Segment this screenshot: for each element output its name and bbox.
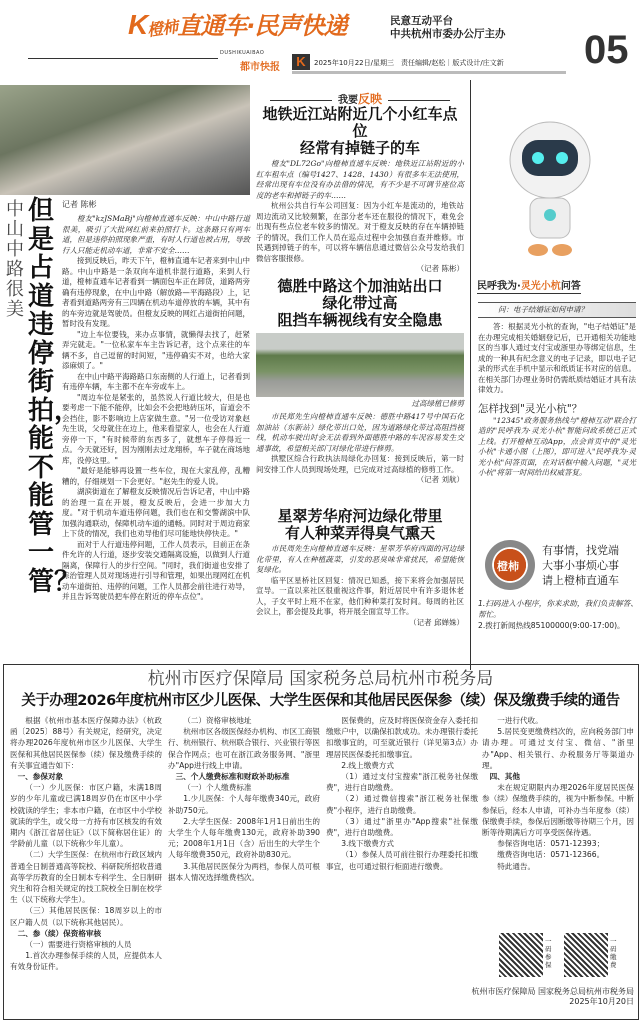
how-to-title: 怎样找到"灵光小杭"？ — [478, 402, 583, 415]
contact-notes: 1.扫码进入小程序，你来求助，我们负责解答、帮忙。 2.拨打新闻热线85100000(9:00-17:00)。 — [478, 599, 638, 630]
notice-col-4: 一进行代收。 5.居民变更缴费档次的，应向税务部门申请办理。可通过支付宝、微信、"浙里办"App、相关银行、办税服务厅等渠道办理。 四、其他 未在规定期限内办理2026年度居民医保参（续）保缴费手续的，视为中断参保。中断参保后，经本人申请，可补办当年度参（续）保缴费手续，参保后因断缴等待期三个月，因断等待期满后方可享受医保待遇。 参保咨询电话：0571-12393； 缴费咨询电话：0571-12366。 特此通告。 — [482, 716, 634, 871]
street-photo — [0, 85, 250, 195]
page-number: 05 — [584, 28, 629, 72]
article-body: 记者 陈彬 橙友"kzJSMaBj"向橙柿直通车反映：中山中路行道很美，吸引了大批网红前来拍照打卡。这条路只有两车道，但是违停拍照现象严重，有时人行道也被占用，导致行人只能走机动车道，非常不安全…… 接到反映后，昨天下午，橙柿直通车记者来到中山中路。中山中路是一条双向车道机非混行道路，来到人行道，橙柿直通车记者看到一辆面包车正在卸货，道路两旁确有违停现象，在中山中路（解放路—平海路段）上，记者看到道路两旁有三四辆在机动车道停放的车辆，其中有的车旁边就是驾驶员。但橙友反映的网红占道街拍问题，暂时没有发现。 "边上车位要钱，来办点事情，就懒得去找了，赶紧弄完就走。"一位私家车车主告诉记者，这个点来往的车辆不多，自己逗留的时间短，"违停确实不对，也给大家添麻烦了。" 在中山中路平海路路口东南侧的人行道上，记者看到有违停车辆，车主都不在车旁或车上。 "周边车位是紧张的，虽然说人行道比较大，但是也要考虑一下能不能停，比如会不会把地砖压坏，盲道会不会挡住，影不影响边上店家做生意。"另一位受访对象赵先生说，父母就住在边上，他来看望家人，也会在人行道旁停一下，"有时候带的东西多了，就想车子停得近一点。今天就还好，因为刚刚去过龙翔桥，车子就在商场地库，没停这里。" "最好是能够再设置一些车位，现在大家乱停，乱糟糟的，仔细规划一下会更好。"赵先生的爱人说。 湖滨街道在了解橙友反映情况后告诉记者，中山中路的治理一直在开展，橙友反映后，会进一步加大力度。"对于机动车道违停问题，我们也在和交警湖滨中队加强沟通联动，保障机动车道的通畅。同时对于周边商家上下货的情况，我们也劝导他们尽可能地快停快走。" 而对于人行道违停问题，工作人员表示，目前正在条件允许的人行道，逐步安装交通隔离设施，以做到人行道隔离，保障行人的步行空间。"同时，我们街道也安排了综治管理人员对现场进行引导和管理，如果出现网红在机动车道街拍、违停的问题，工作人员都会前往进行劝导，并且告诉驾驶员把车停在附近的停车点位"。 — [62, 200, 250, 601]
section-header: 我要反映 — [255, 90, 465, 107]
brand-k-icon: K — [292, 54, 310, 70]
masthead-org: 民意互动平台 中共杭州市委办公厅主办 — [390, 15, 506, 40]
robot-mascot-icon — [500, 100, 600, 260]
brand-en: DUSHIKUAIBAO — [220, 50, 265, 56]
qr2-label: 一码缴费 — [610, 937, 617, 969]
enrollment-qr-code[interactable] — [499, 933, 543, 977]
slogan: 有事情，找党端 大事小事烦心事 请上橙柿直通车 — [542, 544, 619, 587]
story-bike: 地铁近江站附近几个小红车点位 经常有掉链子的车 橙友"DL72Go"向橙柿直通车反映：地铁近江站附近的小红车租车点（编号1427、1428、1430）有很多车无法使用，经常出现有车位没有办法借的情况，有不少是不可调节座位高度的老车和掉链子的车…… 杭州公共自行车公司回复：因为小红车是流动的，地铁站周边流动又比较频繁，在部分老车还在服役的情况下，难免会出现有些点位老车较多的情况。对于橙友反映的存在车辆掉链子的情况，我们工作人员在巡点过程中会加强自查并维修。市民遇到掉链子的车，可以将车辆信息通过微信公众号发给我们微信客服报修。 （记者 陈彬） — [256, 105, 464, 273]
miniprogram-qr-code[interactable]: 橙柿 — [485, 540, 535, 590]
notice-col-3: 医保费的，应及时将医保资金存入委托扣缴账户中，以确保扣款成功。未办理银行委托扣缴事宜的，可至就近银行（详见第3点）办理居民医保委托扣缴事宜。 2.线上缴费方式 （1）通过支付宝搜索"浙江税务社保缴费"，进行自助缴费。 （2）通过微信搜索"浙江税务社保缴费"小程序，进行自助缴费。 （3）通过"浙里办"App搜索"社保缴费"，进行自助缴费。 3.线下缴费方式 （1）参保人员可前往银行办理委托扣缴事宜，也可通过银行柜面进行缴费。 — [326, 716, 478, 871]
dateline: 2025年10月22日/星期三 责任编辑/赵松｜版式设计/庄文新 — [314, 59, 504, 67]
divider — [292, 71, 566, 74]
brand-cn: 都市快报 — [240, 62, 280, 73]
payment-qr-code[interactable] — [564, 933, 608, 977]
story-greenbelt: 德胜中路这个加油站出口 绿化带过高 阻挡车辆视线有安全隐患 过高绿植已修剪 市民郑先生向橙柿直通车反映：德胜中路417号中国石化加油站（东新站）绿化带出口处，因为道路绿化带过高阻挡视线，机动车驶出时会无法看到外面德胜中路的车况容易发生交通事故，希望相关部门对绿化带进行修剪。 拱墅区综合行政执法局绿化办回复：接到反映后，第一时间安排工作人员到现场处理，已完成对过高绿植的修剪工作。 （记者 刘航） — [256, 277, 464, 484]
notice-signature: 杭州市医疗保障局 国家税务总局杭州市税务局 2025年10月20日 — [471, 987, 634, 1006]
question-box: 问：电子结婚证如何申请？ — [478, 302, 636, 318]
notice-col-2: （二）资格审核地址 杭州市区各级医保经办机构、市区工商银行、杭州银行、杭州联合银行、兴业银行等医保合作网点；也可在浙江政务服务网、"浙里办"App进行线上申请。 三、个人缴费标准和财政补助标准 （一）个人缴费标准 1.少儿医保：个人每年缴费340元，政府补助750元。 2.大学生医保：2008年1月1日前出生的大学生个人每年缴费130元，政府补助390元；2008年1月1日（含）后出生的大学生个人每年缴费350元，政府补助830元。 3.其他居民医保分为两档，参保人员可根据本人情况选择缴费档次。 — [168, 716, 320, 882]
story-vegetables: 星翠芳华府河边绿化带里 有人种菜弄得臭气熏天 市民周先生向橙柿直通车反映：星翠芳华府西面的河边绿化带里，有人在种植蔬菜，引发的恶臭味非常扰民，希望能恢复绿化。 临平区星桥社区回复：情况已知悉，接下来将会加强居民宣导。一直以来社区很重视这件事，附近居民中有许多退休老人，子女平时上班不在家，他们种种菜打发时间。每周的社区会议上，都会提及此事，将开展全面宣导工作。 （记者 邱婵姝） — [256, 507, 464, 627]
article-subtitle: 中山中路很美 — [6, 199, 24, 320]
notice-issuers: 杭州市医疗保障局 国家税务总局杭州市税务局 — [147, 669, 494, 689]
qa-header: 民呼我为·灵光小杭问答 — [477, 277, 581, 294]
notice-col-1: 根据《杭州市基本医疗保障办法》（杭政函〔2025〕88号）有关规定，经研究，决定将办理2026年度杭州市区少儿医保、大学生医保和其他居民医保参（续）保及缴费手续的有关事宜通告如下： 一、参保对象 （一）少儿医保：市区户籍，未满18周岁的少年儿童或已满18周岁仍在市区中小学校就读的学生；非本市户籍，在市区中小学校就读的学生，或父母一方持有市区核发的有效期内《浙江省居住证》（以下简称居住证）的学龄前儿童（以下统称少年儿童）。 （二）大学生医保：在杭州市行政区域内普通全日制普通高等院校、科研院所招收普通高等学历教育的全日制本专科学生、全日制研究生和符合相关规定的技工院校全日制在校学生（以下统称大学生）。 （三）其他居民医保：18周岁以上的市区户籍人员（以下统称其他居民）。 二、参（续）保资格审核 （一）需要进行资格审核的人员 1.首次办理参保手续的人员，应提供本人有效身份证件。 — [10, 716, 162, 972]
article-title: 但是占道违停街拍，能不能管一管？ — [28, 196, 81, 597]
notice-title: 关于办理2026年度杭州市区少儿医保、大学生医保和其他居民医保参（续）保及缴费手续的通告 — [21, 693, 620, 709]
greenbelt-photo — [256, 333, 464, 397]
byline: 记者 陈彬 — [62, 200, 97, 209]
divider — [28, 58, 218, 59]
qr1-label: 一码参保 — [545, 937, 552, 969]
masthead-logo: K橙柿直通车·民声快递 — [128, 9, 347, 40]
qa-answer: 答：根据灵光小杭的查询，"电子结婚证"是在办理完成相关婚姻登记后，已开通相关功能地区的当事人通过支付宝或浙里办等绑定信息，生成的一种具有纪念意义的电子记录，即以电子记录的形式在手机中显示和纸质证书对应的信息。在相关部门办理业务时仍需纸质结婚证才具有法律效力。 怎样找到"灵光小杭"？ "12345"政务服务热线与"橙柿互动"联合打造的"民呼我为·灵光小杭"智能问政系统已正式上线。打开橙柿互动App，点会首页中的"灵光小杭"卡通小图（上图），即可进入"民呼我为·灵光小杭"问答页面，在对话框中输入问题，"灵光小杭"将第一时间给出权威答复。 — [478, 322, 636, 477]
public-notice — [3, 664, 639, 1020]
